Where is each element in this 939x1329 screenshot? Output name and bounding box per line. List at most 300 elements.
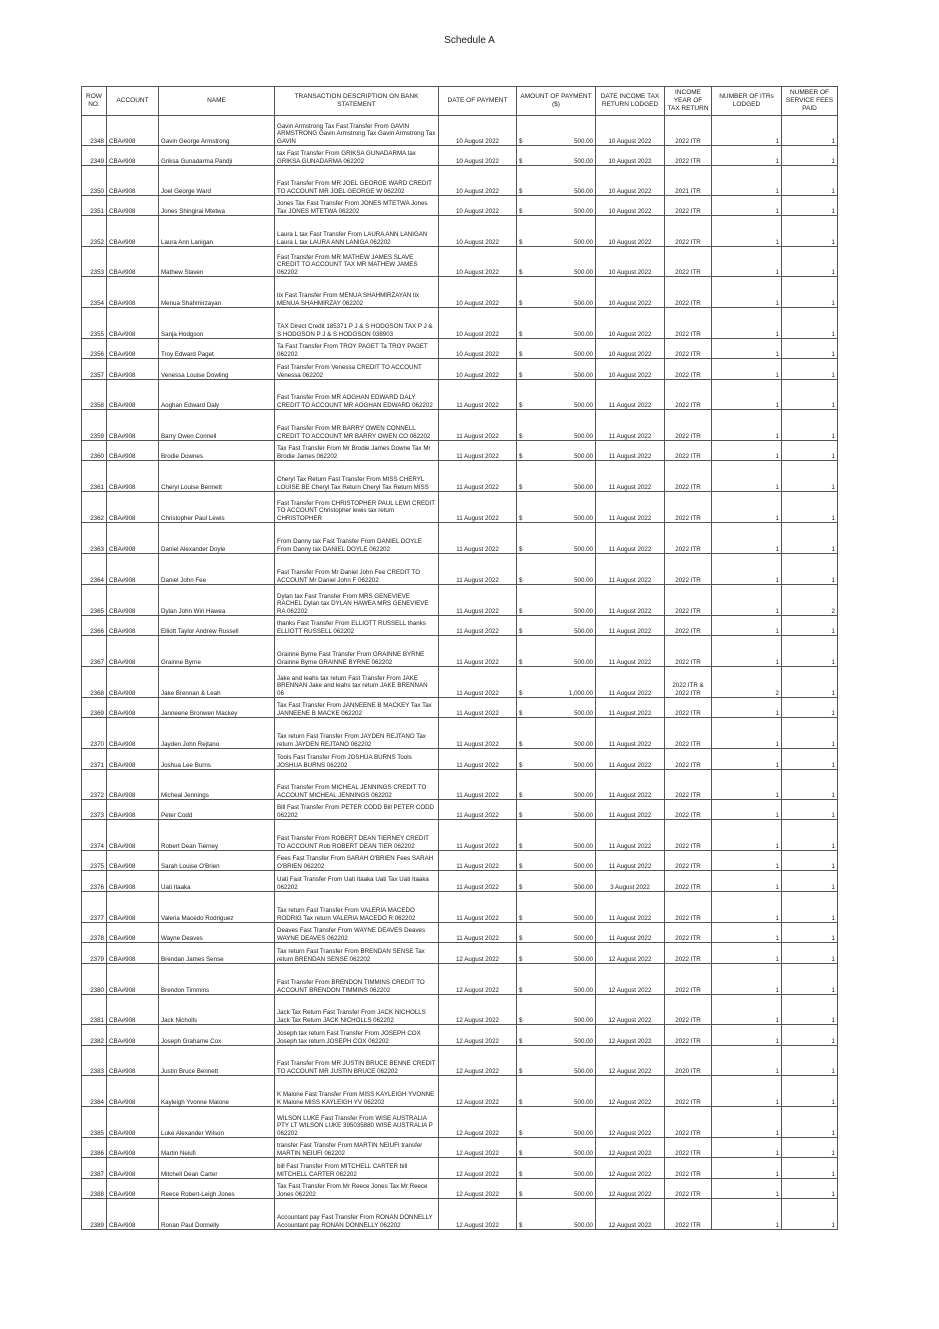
- cell-date-lodged: 10 August 2022: [596, 339, 665, 359]
- cell-description: tix Fast Transfer From MENUA SHAHMIRZAYAN tix MENUA SHAHMIRZAY 062202: [275, 277, 439, 308]
- cell-income-year: 2022 ITR: [665, 116, 712, 146]
- cell-description: Fast Transfer From Mr Daniel John Fee CREDIT TO ACCOUNT Mr Daniel John F 062202: [275, 554, 439, 585]
- cell-row-number: 2374: [82, 820, 107, 851]
- cell-itrs-lodged: 1: [712, 871, 782, 892]
- cell-income-year: 2022 ITR: [665, 1158, 712, 1179]
- cell-date-payment: 11 August 2022: [439, 718, 517, 749]
- cell-account: CBA#908: [107, 339, 159, 359]
- cell-name: Micheal Jennings: [159, 770, 275, 800]
- currency-symbol: $: [519, 689, 523, 697]
- cell-service-fees: 1: [782, 749, 838, 770]
- cell-itrs-lodged: 1: [712, 1046, 782, 1076]
- cell-date-lodged: 11 August 2022: [596, 770, 665, 800]
- cell-itrs-lodged: 1: [712, 308, 782, 339]
- cell-income-year: 2022 ITR: [665, 247, 712, 277]
- cell-row-number: 2356: [82, 339, 107, 359]
- cell-itrs-lodged: 1: [712, 277, 782, 308]
- cell-amount: [517, 616, 596, 636]
- table-row: [82, 116, 838, 146]
- cell-row-number: 2380: [82, 964, 107, 995]
- amount-value: 500.00: [574, 862, 593, 870]
- cell-account: CBA#908: [107, 410, 159, 441]
- cell-date-payment: 11 August 2022: [439, 749, 517, 770]
- cell-date-lodged: 12 August 2022: [596, 1076, 665, 1107]
- cell-income-year: 2021 ITR: [665, 166, 712, 196]
- cell-date-payment: 11 August 2022: [439, 636, 517, 667]
- cell-date-payment: 11 August 2022: [439, 667, 517, 698]
- cell-income-year: 2022 ITR & 2022 ITR: [665, 667, 712, 698]
- cell-account: CBA#908: [107, 116, 159, 146]
- cell-income-year: 2022 ITR: [665, 1076, 712, 1107]
- cell-description: Fast Transfer From MR BARRY OWEN CONNELL CREDIT TO ACCOUNT MR BARRY OWEN CO 062202: [275, 410, 439, 441]
- cell-date-payment: 11 August 2022: [439, 461, 517, 492]
- cell-description: Fast Transfer From Venessa CREDIT TO ACCOUNT Venessa 062202: [275, 359, 439, 380]
- cell-account: CBA#908: [107, 698, 159, 718]
- cell-date-payment: 12 August 2022: [439, 1179, 517, 1199]
- cell-row-number: 2358: [82, 380, 107, 410]
- amount-value: 500.00: [574, 791, 593, 799]
- cell-date-payment: 11 August 2022: [439, 698, 517, 718]
- cell-service-fees: 1: [782, 1025, 838, 1046]
- cell-service-fees: 1: [782, 923, 838, 943]
- cell-date-lodged: 10 August 2022: [596, 146, 665, 166]
- cell-income-year: 2022 ITR: [665, 410, 712, 441]
- cell-income-year: 2022 ITR: [665, 616, 712, 636]
- cell-name: Christopher Paul Lewis: [159, 492, 275, 523]
- amount-value: 500.00: [574, 1098, 593, 1106]
- table-row: [82, 851, 838, 871]
- amount-value: 500.00: [574, 1129, 593, 1137]
- currency-symbol: $: [519, 432, 523, 440]
- table-row: [82, 146, 838, 166]
- cell-row-number: 2378: [82, 923, 107, 943]
- cell-description: thanks Fast Transfer From ELLIOTT RUSSELL thanks ELLIOTT RUSSELL 062202: [275, 616, 439, 636]
- cell-income-year: 2022 ITR: [665, 800, 712, 820]
- currency-symbol: $: [519, 658, 523, 666]
- amount-value: 500.00: [574, 187, 593, 195]
- cell-name: Dylan John Wiri Hawea: [159, 585, 275, 616]
- cell-date-payment: 10 August 2022: [439, 166, 517, 196]
- table-row: [82, 492, 838, 523]
- cell-name: Daniel Alexander Doyle: [159, 523, 275, 554]
- currency-symbol: $: [519, 709, 523, 717]
- table-row: [82, 964, 838, 995]
- cell-itrs-lodged: 1: [712, 820, 782, 851]
- cell-service-fees: 1: [782, 770, 838, 800]
- amount-value: 500.00: [574, 545, 593, 553]
- cell-description: Ta Fast Transfer From TROY PAGET Ta TROY PAGET 062202: [275, 339, 439, 359]
- cell-service-fees: 1: [782, 892, 838, 923]
- cell-row-number: 2348: [82, 116, 107, 146]
- cell-account: CBA#908: [107, 995, 159, 1025]
- cell-income-year: 2022 ITR: [665, 892, 712, 923]
- cell-account: CBA#908: [107, 800, 159, 820]
- cell-date-payment: 12 August 2022: [439, 1107, 517, 1138]
- cell-date-payment: 11 August 2022: [439, 380, 517, 410]
- cell-service-fees: 1: [782, 718, 838, 749]
- cell-date-lodged: 10 August 2022: [596, 166, 665, 196]
- cell-description: Bill Fast Transfer From PETER CODD Bill PETER CODD 062202: [275, 800, 439, 820]
- table-row: [82, 196, 838, 216]
- cell-row-number: 2377: [82, 892, 107, 923]
- cell-name: Griksa Gunadarma Pandji: [159, 146, 275, 166]
- cell-amount: [517, 441, 596, 461]
- table-row: [82, 380, 838, 410]
- cell-row-number: 2355: [82, 308, 107, 339]
- currency-symbol: $: [519, 1190, 523, 1198]
- cell-date-lodged: 11 August 2022: [596, 461, 665, 492]
- cell-date-lodged: 10 August 2022: [596, 308, 665, 339]
- cell-name: Sanja Hodgson: [159, 308, 275, 339]
- table-row: [82, 523, 838, 554]
- currency-symbol: $: [519, 1170, 523, 1178]
- cell-income-year: 2022 ITR: [665, 441, 712, 461]
- table-row: [82, 943, 838, 964]
- cell-amount: [517, 308, 596, 339]
- cell-account: CBA#908: [107, 380, 159, 410]
- cell-income-year: 2022 ITR: [665, 1138, 712, 1158]
- cell-account: CBA#908: [107, 146, 159, 166]
- currency-symbol: $: [519, 350, 523, 358]
- cell-amount: [517, 461, 596, 492]
- cell-date-payment: 11 August 2022: [439, 892, 517, 923]
- amount-value: 500.00: [574, 842, 593, 850]
- cell-row-number: 2387: [82, 1158, 107, 1179]
- currency-symbol: $: [519, 371, 523, 379]
- currency-symbol: $: [519, 1098, 523, 1106]
- currency-symbol: $: [519, 137, 523, 145]
- cell-row-number: 2357: [82, 359, 107, 380]
- cell-date-lodged: 11 August 2022: [596, 800, 665, 820]
- cell-service-fees: 1: [782, 146, 838, 166]
- cell-amount: [517, 247, 596, 277]
- cell-date-payment: 12 August 2022: [439, 1138, 517, 1158]
- cell-income-year: 2022 ITR: [665, 492, 712, 523]
- cell-itrs-lodged: 1: [712, 749, 782, 770]
- cell-service-fees: 1: [782, 308, 838, 339]
- cell-date-payment: 10 August 2022: [439, 277, 517, 308]
- cell-itrs-lodged: 1: [712, 523, 782, 554]
- cell-itrs-lodged: 1: [712, 441, 782, 461]
- table-row: [82, 749, 838, 770]
- cell-amount: [517, 1138, 596, 1158]
- cell-service-fees: 1: [782, 359, 838, 380]
- cell-description: Fast Transfer From ROBERT DEAN TIERNEY CREDIT TO ACCOUNT Rob ROBERT DEAN TIER 062202: [275, 820, 439, 851]
- cell-row-number: 2367: [82, 636, 107, 667]
- cell-itrs-lodged: 1: [712, 995, 782, 1025]
- cell-account: CBA#908: [107, 359, 159, 380]
- cell-income-year: 2022 ITR: [665, 923, 712, 943]
- cell-itrs-lodged: 1: [712, 339, 782, 359]
- cell-income-year: 2022 ITR: [665, 636, 712, 667]
- cell-service-fees: 1: [782, 820, 838, 851]
- cell-amount: [517, 923, 596, 943]
- cell-service-fees: 1: [782, 636, 838, 667]
- cell-amount: [517, 964, 596, 995]
- amount-value: 500.00: [574, 1149, 593, 1157]
- cell-name: Sarah Louise O'Brien: [159, 851, 275, 871]
- cell-date-lodged: 12 August 2022: [596, 995, 665, 1025]
- header-service-fees: NUMBER OF SERVICE FEES PAID: [782, 87, 838, 116]
- currency-symbol: $: [519, 1129, 523, 1137]
- cell-amount: [517, 380, 596, 410]
- cell-itrs-lodged: 1: [712, 410, 782, 441]
- amount-value: 500.00: [574, 330, 593, 338]
- cell-amount: [517, 492, 596, 523]
- cell-date-payment: 12 August 2022: [439, 1158, 517, 1179]
- cell-description: Dylan tax Fast Transfer From MRS GENEVIEVE RACHEL Dylan tax DYLAN HAWEA MRS GENEVIEVE RA 062202: [275, 585, 439, 616]
- cell-name: Janneene Bronwen Mackey: [159, 698, 275, 718]
- cell-date-payment: 11 August 2022: [439, 923, 517, 943]
- cell-account: CBA#908: [107, 277, 159, 308]
- amount-value: 500.00: [574, 137, 593, 145]
- cell-name: Martin Neiufi: [159, 1138, 275, 1158]
- cell-itrs-lodged: 1: [712, 923, 782, 943]
- cell-date-payment: 11 August 2022: [439, 410, 517, 441]
- header-amount: AMOUNT OF PAYMENT ($): [517, 87, 596, 116]
- cell-date-lodged: 12 August 2022: [596, 964, 665, 995]
- cell-itrs-lodged: 1: [712, 166, 782, 196]
- cell-row-number: 2382: [82, 1025, 107, 1046]
- cell-amount: [517, 523, 596, 554]
- cell-row-number: 2360: [82, 441, 107, 461]
- cell-description: Fast Transfer From MICHEAL JENNINGS CREDIT TO ACCOUNT MICHEAL JENNINGS 062202: [275, 770, 439, 800]
- cell-date-payment: 10 August 2022: [439, 146, 517, 166]
- cell-description: Tax Fast Transfer From Mr Brodie James Downe Tax Mr Brodie James 062202: [275, 441, 439, 461]
- cell-name: Venessa Louise Dowling: [159, 359, 275, 380]
- table-row: [82, 410, 838, 441]
- cell-amount: [517, 698, 596, 718]
- cell-date-lodged: 11 August 2022: [596, 749, 665, 770]
- cell-date-lodged: 11 August 2022: [596, 380, 665, 410]
- cell-itrs-lodged: 1: [712, 116, 782, 146]
- cell-row-number: 2368: [82, 667, 107, 698]
- cell-service-fees: 1: [782, 1179, 838, 1199]
- cell-row-number: 2350: [82, 166, 107, 196]
- cell-itrs-lodged: 1: [712, 964, 782, 995]
- cell-service-fees: 1: [782, 698, 838, 718]
- cell-name: Uati Itaaka: [159, 871, 275, 892]
- cell-amount: [517, 1076, 596, 1107]
- cell-income-year: 2022 ITR: [665, 1107, 712, 1138]
- amount-value: 500.00: [574, 1037, 593, 1045]
- cell-row-number: 2386: [82, 1138, 107, 1158]
- cell-service-fees: 1: [782, 196, 838, 216]
- amount-value: 500.00: [574, 238, 593, 246]
- table-row: [82, 1199, 838, 1230]
- cell-amount: [517, 800, 596, 820]
- currency-symbol: $: [519, 740, 523, 748]
- cell-account: CBA#908: [107, 1199, 159, 1230]
- cell-account: CBA#908: [107, 749, 159, 770]
- amount-value: 500.00: [574, 371, 593, 379]
- cell-date-payment: 12 August 2022: [439, 1076, 517, 1107]
- cell-service-fees: 1: [782, 1158, 838, 1179]
- cell-row-number: 2359: [82, 410, 107, 441]
- cell-itrs-lodged: 1: [712, 892, 782, 923]
- cell-service-fees: 1: [782, 964, 838, 995]
- amount-value: 500.00: [574, 1016, 593, 1024]
- cell-date-payment: 10 August 2022: [439, 359, 517, 380]
- cell-date-payment: 10 August 2022: [439, 216, 517, 247]
- cell-row-number: 2353: [82, 247, 107, 277]
- cell-name: Menua Shahmirzayan: [159, 277, 275, 308]
- cell-date-payment: 12 August 2022: [439, 1199, 517, 1230]
- cell-name: Peter Codd: [159, 800, 275, 820]
- header-row-no: ROW NO.: [82, 87, 107, 116]
- cell-amount: [517, 1179, 596, 1199]
- currency-symbol: $: [519, 483, 523, 491]
- currency-symbol: $: [519, 862, 523, 870]
- cell-date-lodged: 11 August 2022: [596, 585, 665, 616]
- cell-date-payment: 11 August 2022: [439, 492, 517, 523]
- cell-itrs-lodged: 1: [712, 461, 782, 492]
- cell-name: Justin Bruce Bennett: [159, 1046, 275, 1076]
- cell-service-fees: 1: [782, 616, 838, 636]
- cell-itrs-lodged: 1: [712, 943, 782, 964]
- cell-itrs-lodged: 1: [712, 585, 782, 616]
- currency-symbol: $: [519, 452, 523, 460]
- cell-description: Fast Transfer From CHRISTOPHER PAUL LEWI CREDIT TO ACCOUNT Christopher lewis tax return CHRISTOPHER: [275, 492, 439, 523]
- cell-name: Luke Alexander Wilson: [159, 1107, 275, 1138]
- cell-date-payment: 10 August 2022: [439, 116, 517, 146]
- cell-name: Daniel John Fee: [159, 554, 275, 585]
- cell-service-fees: 1: [782, 667, 838, 698]
- cell-name: Troy Edward Paget: [159, 339, 275, 359]
- amount-value: 500.00: [574, 1190, 593, 1198]
- table-row: [82, 616, 838, 636]
- cell-row-number: 2352: [82, 216, 107, 247]
- cell-account: CBA#908: [107, 308, 159, 339]
- cell-date-payment: 10 August 2022: [439, 308, 517, 339]
- cell-service-fees: 1: [782, 800, 838, 820]
- cell-income-year: 2022 ITR: [665, 585, 712, 616]
- cell-amount: [517, 339, 596, 359]
- cell-service-fees: 1: [782, 492, 838, 523]
- cell-itrs-lodged: 1: [712, 616, 782, 636]
- cell-amount: [517, 667, 596, 698]
- cell-name: Ronan Paul Donnelly: [159, 1199, 275, 1230]
- table-row: [82, 339, 838, 359]
- table-row: [82, 995, 838, 1025]
- currency-symbol: $: [519, 811, 523, 819]
- cell-account: CBA#908: [107, 718, 159, 749]
- cell-description: Accountant pay Fast Transfer From RONAN DONNELLY Accountant pay RONAN DONNELLY 062202: [275, 1199, 439, 1230]
- cell-income-year: 2020 ITR: [665, 1046, 712, 1076]
- cell-date-lodged: 12 August 2022: [596, 1046, 665, 1076]
- cell-date-payment: 10 August 2022: [439, 247, 517, 277]
- cell-amount: [517, 1199, 596, 1230]
- amount-value: 500.00: [574, 1170, 593, 1178]
- cell-income-year: 2022 ITR: [665, 339, 712, 359]
- cell-row-number: 2354: [82, 277, 107, 308]
- cell-name: Robert Dean Tierney: [159, 820, 275, 851]
- cell-row-number: 2385: [82, 1107, 107, 1138]
- cell-amount: [517, 749, 596, 770]
- cell-amount: [517, 718, 596, 749]
- cell-description: bill Fast Transfer From MITCHELL CARTER bill MITCHELL CARTER 062202: [275, 1158, 439, 1179]
- cell-description: Fast Transfer From BRENDON TIMMINS CREDIT TO ACCOUNT BRENDON TIMMINS 062202: [275, 964, 439, 995]
- amount-value: 500.00: [574, 350, 593, 358]
- cell-name: Laura Ann Lanigan: [159, 216, 275, 247]
- cell-date-lodged: 12 August 2022: [596, 1138, 665, 1158]
- header-account: ACCOUNT: [107, 87, 159, 116]
- table-row: [82, 698, 838, 718]
- cell-income-year: 2022 ITR: [665, 698, 712, 718]
- cell-date-lodged: 11 August 2022: [596, 616, 665, 636]
- cell-account: CBA#908: [107, 851, 159, 871]
- currency-symbol: $: [519, 914, 523, 922]
- currency-symbol: $: [519, 187, 523, 195]
- cell-income-year: 2022 ITR: [665, 1025, 712, 1046]
- cell-amount: [517, 1158, 596, 1179]
- cell-date-lodged: 11 August 2022: [596, 636, 665, 667]
- cell-income-year: 2022 ITR: [665, 359, 712, 380]
- cell-description: Jake and leahs tax return Fast Transfer From JAKE BRENNAN Jake and leahs tax return JAKE BRENNAN 06: [275, 667, 439, 698]
- cell-name: Barry Owen Connell: [159, 410, 275, 441]
- cell-itrs-lodged: 1: [712, 1025, 782, 1046]
- cell-date-lodged: 12 August 2022: [596, 1107, 665, 1138]
- cell-itrs-lodged: 1: [712, 380, 782, 410]
- cell-account: CBA#908: [107, 770, 159, 800]
- cell-row-number: 2365: [82, 585, 107, 616]
- cell-date-lodged: 11 August 2022: [596, 820, 665, 851]
- header-name: NAME: [159, 87, 275, 116]
- currency-symbol: $: [519, 1149, 523, 1157]
- cell-date-lodged: 11 August 2022: [596, 523, 665, 554]
- currency-symbol: $: [519, 268, 523, 276]
- table-row: [82, 441, 838, 461]
- currency-symbol: $: [519, 986, 523, 994]
- cell-date-lodged: 11 August 2022: [596, 554, 665, 585]
- cell-date-lodged: 10 August 2022: [596, 216, 665, 247]
- cell-row-number: 2370: [82, 718, 107, 749]
- cell-account: CBA#908: [107, 441, 159, 461]
- cell-itrs-lodged: 1: [712, 492, 782, 523]
- cell-service-fees: 1: [782, 216, 838, 247]
- cell-amount: [517, 943, 596, 964]
- cell-date-lodged: 3 August 2022: [596, 871, 665, 892]
- cell-date-payment: 12 August 2022: [439, 995, 517, 1025]
- cell-date-lodged: 10 August 2022: [596, 116, 665, 146]
- cell-date-payment: 12 August 2022: [439, 1025, 517, 1046]
- cell-description: Fees Fast Transfer From SARAH O'BRIEN Fees SARAH O'BRIEN 062202: [275, 851, 439, 871]
- currency-symbol: $: [519, 401, 523, 409]
- cell-description: Uati Fast Transfer From Uati Itaaka Uati Tax Uati Itaaka 062202: [275, 871, 439, 892]
- cell-service-fees: 1: [782, 554, 838, 585]
- cell-service-fees: 1: [782, 166, 838, 196]
- cell-date-lodged: 11 August 2022: [596, 851, 665, 871]
- amount-value: 500.00: [574, 1221, 593, 1229]
- schedule-table: [81, 86, 838, 1230]
- table-row: [82, 554, 838, 585]
- header-date-lodged: DATE INCOME TAX RETURN LODGED: [596, 87, 665, 116]
- table-row: [82, 718, 838, 749]
- currency-symbol: $: [519, 157, 523, 165]
- table-row: [82, 1025, 838, 1046]
- cell-amount: [517, 166, 596, 196]
- cell-itrs-lodged: 1: [712, 718, 782, 749]
- cell-income-year: 2022 ITR: [665, 1179, 712, 1199]
- cell-name: Aoghan Edward Daly: [159, 380, 275, 410]
- cell-date-payment: 11 August 2022: [439, 585, 517, 616]
- cell-account: CBA#908: [107, 585, 159, 616]
- cell-date-payment: 11 August 2022: [439, 820, 517, 851]
- cell-date-lodged: 11 August 2022: [596, 492, 665, 523]
- amount-value: 500.00: [574, 709, 593, 717]
- cell-account: CBA#908: [107, 166, 159, 196]
- cell-row-number: 2361: [82, 461, 107, 492]
